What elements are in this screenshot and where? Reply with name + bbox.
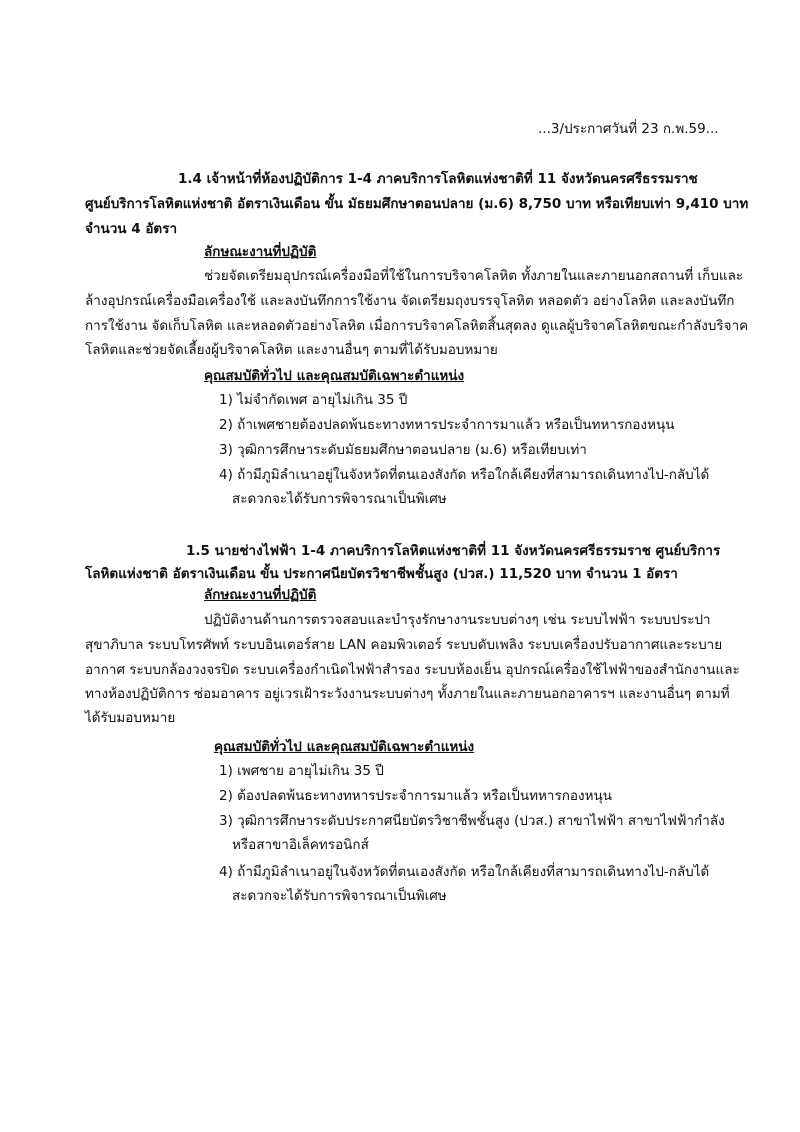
section-1-5-job-line-3: อากาศ ระบบกล้องวงจรปิด ระบบเครื่องกำเนิดไฟฟ้าสำรอง ระบบห้องเย็น อุปกรณ์เครื่องใช้ไฟฟ้าของสำนักงานและ (85, 662, 740, 678)
section-1-5-qual-item-3: 3) วุฒิการศึกษาระดับประกาศนียบัตรวิชาชีพชั้นสูง (ปวส.) สาขาไฟฟ้า สาขาไฟฟ้ากำลัง (219, 813, 725, 829)
section-1-5-qual-item-1: 1) เพศชาย อายุไม่เกิน 35 ปี (219, 763, 384, 779)
section-1-5-job-heading: ลักษณะงานที่ปฏิบัติ (204, 587, 317, 603)
section-1-5-job-line-1: ปฏิบัติงานด้านการตรวจสอบและบำรุงรักษางานระบบต่างๆ เช่น ระบบไฟฟ้า ระบบประปา (204, 612, 711, 628)
section-1-5-qual-item-2: 2) ต้องปลดพ้นธะทางทหารประจำการมาแล้ว หรือเป็นทหารกองหนุน (219, 788, 612, 804)
section-1-4-title-line-3: จำนวน 4 อัตรา (85, 221, 178, 237)
section-1-4-job-heading: ลักษณะงานที่ปฏิบัติ (204, 244, 317, 260)
section-1-4-title-line-2: ศูนย์บริการโลหิตแห่งชาติ อัตราเงินเดือน ขั้น มัธยมศึกษาตอนปลาย (ม.6) 8,750 บาท หรือเทียบเท่า 9,410 บาท (85, 196, 749, 212)
section-1-5-title-line-2: โลหิตแห่งชาติ อัตราเงินเดือน ขั้น ประกาศนียบัตรวิชาชีพชั้นสูง (ปวส.) 11,520 บาท จำนวน 1 อัตรา (85, 566, 678, 582)
section-1-4-job-line-4: โลหิตและช่วยจัดเลี้ยงผู้บริจาคโลหิต และงานอื่นๆ ตามที่ได้รับมอบหมาย (85, 342, 498, 358)
section-1-5-job-line-5: ได้รับมอบหมาย (85, 710, 176, 726)
section-1-5-job-line-2: สุขาภิบาล ระบบโทรศัพท์ ระบบอินเตอร์สาย LAN คอมพิวเตอร์ ระบบดับเพลิง ระบบเครื่องปรับอากาศและระบาย (85, 637, 723, 653)
section-1-4-job-line-1: ช่วยจัดเตรียมอุปกรณ์เครื่องมือที่ใช้ในการบริจาคโลหิต ทั้งภายในและภายนอกสถานที่ เก็บและ (204, 268, 744, 284)
section-1-5-title-line-1: 1.5 นายช่างไฟฟ้า 1-4 ภาคบริการโลหิตแห่งชาติที่ 11 จังหวัดนครศรีธรรมราช ศูนย์บริการ (186, 543, 721, 559)
section-1-5-job-line-4: ทางห้องปฏิบัติการ ซ่อมอาคาร อยู่เวรเฝ้าระวังงานระบบต่างๆ ทั้งภายในและภายนอกอาคารฯ และงานอื่นๆ ตามที่ (85, 686, 730, 702)
section-1-4-qual-heading: คุณสมบัติทั่วไป และคุณสมบัติเฉพาะตำแหน่ง (204, 368, 465, 384)
section-1-4-qual-item-3: 3) วุฒิการศึกษาระดับมัธยมศึกษาตอนปลาย (ม.6) หรือเทียบเท่า (219, 442, 587, 458)
section-1-4-title-line-1: 1.4 เจ้าหน้าที่ห้องปฏิบัติการ 1-4 ภาคบริการโลหิตแห่งชาติที่ 11 จังหวัดนครศรีธรรมราช (178, 171, 698, 187)
section-1-5-qual-item-3-cont: หรือสาขาอิเล็คทรอนิกส์ (232, 837, 369, 853)
section-1-5-qual-heading: คุณสมบัติทั่วไป และคุณสมบัติเฉพาะตำแหน่ง (214, 739, 475, 755)
section-1-5-qual-item-4: 4) ถ้ามีภูมิลำเนาอยู่ในจังหวัดที่ตนเองสังกัด หรือใกล้เคียงที่สามารถเดินทางไป-กลับได้ (219, 864, 710, 880)
section-1-4-qual-item-4-cont: สะดวกจะได้รับการพิจารณาเป็นพิเศษ (232, 491, 447, 507)
section-1-4-job-line-3: การใช้งาน จัดเก็บโลหิต และหลอดตัวอย่างโลหิต เมื่อการบริจาคโลหิตสิ้นสุดลง ดูแลผู้บริจาคโลหิตขณะกำลังบริจาค (85, 318, 749, 334)
section-1-4-qual-item-4: 4) ถ้ามีภูมิลำเนาอยู่ในจังหวัดที่ตนเองสังกัด หรือใกล้เคียงที่สามารถเดินทางไป-กลับได้ (219, 467, 710, 483)
page-continuation-header: ...3/ประกาศวันที่ 23 ก.พ.59... (538, 121, 719, 137)
section-1-4-qual-item-2: 2) ถ้าเพศชายต้องปลดพ้นธะทางทหารประจำการมาแล้ว หรือเป็นทหารกองหนุน (219, 417, 675, 433)
section-1-4-qual-item-1: 1) ไม่จำกัดเพศ อายุไม่เกิน 35 ปี (219, 392, 408, 408)
section-1-5-qual-item-4-cont: สะดวกจะได้รับการพิจารณาเป็นพิเศษ (232, 888, 447, 904)
section-1-4-job-line-2: ล้างอุปกรณ์เครื่องมือเครื่องใช้ และลงบันทึกการใช้งาน จัดเตรียมถุงบรรจุโลหิต หลอดตัว อย่างโลหิต และลงบันทึก (85, 293, 735, 309)
